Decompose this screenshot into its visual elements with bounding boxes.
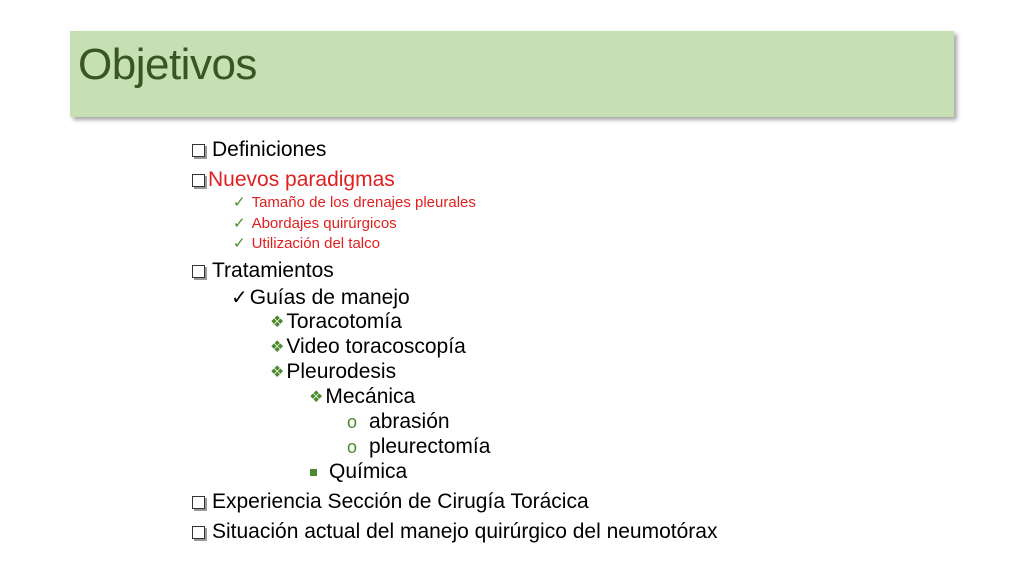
list-item-situacion bbox=[192, 520, 717, 544]
diamond-cluster-icon: ❖ bbox=[309, 389, 322, 406]
checkmark-icon: ✓ bbox=[233, 194, 246, 211]
list-item-quimica bbox=[310, 460, 407, 484]
list-item-video bbox=[270, 335, 466, 359]
list-item-abrasion bbox=[347, 410, 450, 434]
list-item-mecanica bbox=[309, 385, 415, 409]
list-item-pleurectomia bbox=[347, 435, 490, 459]
checkmark-icon: ✓ bbox=[231, 287, 248, 309]
title-bar bbox=[70, 31, 954, 117]
item-label: Abordajes quirúrgicos bbox=[251, 214, 397, 232]
item-label: Tamaño de los drenajes pleurales bbox=[251, 193, 476, 211]
item-label: Utilización del talco bbox=[251, 234, 380, 252]
slide-title: Objetivos bbox=[78, 40, 257, 89]
checkmark-icon: ✓ bbox=[233, 215, 246, 232]
list-item-talco bbox=[233, 234, 380, 252]
list-item-tamano bbox=[233, 193, 476, 211]
list-item-abordajes bbox=[233, 214, 397, 232]
diamond-cluster-icon: ❖ bbox=[270, 314, 283, 331]
checkbox-bullet-icon bbox=[192, 265, 205, 278]
item-label: Mecánica bbox=[325, 385, 416, 408]
list-item-guias bbox=[231, 285, 410, 310]
list-item-experiencia bbox=[192, 490, 589, 514]
checkbox-bullet-icon bbox=[192, 144, 205, 157]
diamond-cluster-icon: ❖ bbox=[270, 364, 283, 381]
list-item-toracotomia bbox=[270, 310, 402, 334]
list-item-tratamientos bbox=[192, 259, 334, 283]
item-label: Tratamientos bbox=[212, 259, 334, 282]
item-label: Toracotomía bbox=[286, 310, 402, 333]
checkbox-bullet-icon bbox=[192, 174, 205, 187]
list-item-definiciones bbox=[192, 138, 326, 162]
item-label: Guías de manejo bbox=[249, 285, 410, 309]
hollow-circle-icon: o bbox=[347, 411, 358, 432]
item-label: Química bbox=[329, 460, 408, 483]
checkmark-icon: ✓ bbox=[233, 235, 246, 252]
hollow-circle-icon: o bbox=[347, 436, 358, 457]
checkbox-bullet-icon bbox=[192, 526, 205, 539]
item-label: pleurectomía bbox=[369, 435, 491, 458]
item-label: abrasión bbox=[369, 410, 450, 433]
item-label: Situación actual del manejo quirúrgico del neumotórax bbox=[212, 520, 718, 543]
item-label: Video toracoscopía bbox=[286, 335, 466, 358]
diamond-cluster-icon: ❖ bbox=[270, 339, 283, 356]
item-label: Definiciones bbox=[212, 138, 327, 161]
item-label: Pleurodesis bbox=[286, 360, 397, 383]
item-label: Nuevos paradigmas bbox=[208, 168, 395, 191]
filled-square-icon bbox=[310, 469, 317, 476]
item-label: Experiencia Sección de Cirugía Torácica bbox=[212, 490, 589, 513]
list-item-nuevos-paradigmas bbox=[192, 168, 395, 192]
list-item-pleurodesis bbox=[270, 360, 396, 384]
checkbox-bullet-icon bbox=[192, 496, 205, 509]
